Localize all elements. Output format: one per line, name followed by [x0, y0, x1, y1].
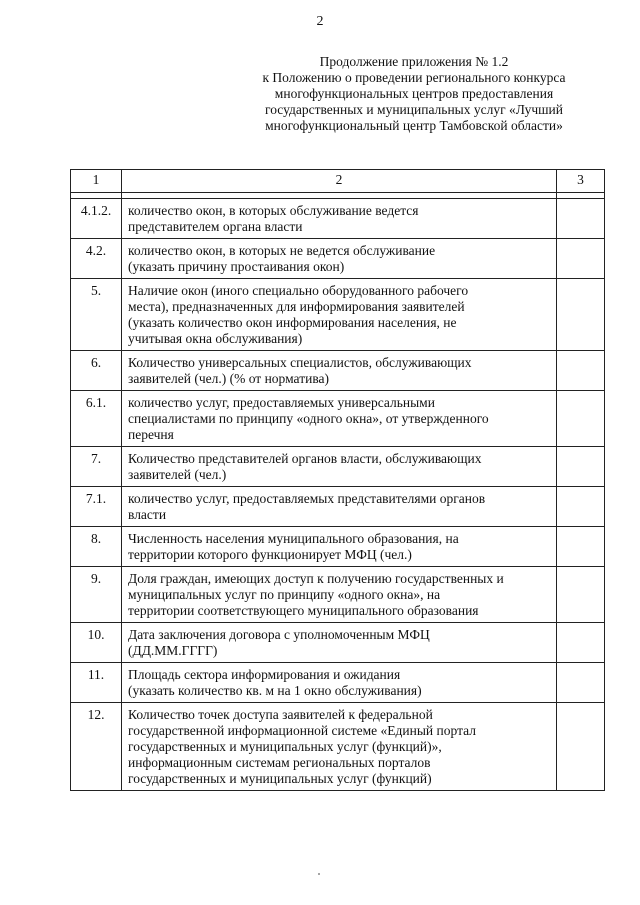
appendix-header-line: многофункциональных центров предоставления	[274, 86, 554, 101]
indicator-line: территории которого функционирует МФЦ (чел.)	[128, 547, 412, 562]
indicator-line: места), предназначенных для информирования заявителей	[128, 299, 465, 314]
table-row	[71, 663, 605, 703]
row-number: 6.1.	[71, 391, 122, 447]
table-row	[71, 239, 605, 279]
indicator-line: специалистами по принципу «одного окна», от утвержденного	[128, 411, 489, 426]
appendix-header-line: государственных и муниципальных услуг «Лучший	[265, 102, 563, 117]
indicator-line: Наличие окон (иного специально оборудованного рабочего	[128, 283, 469, 298]
row-number: 10.	[71, 623, 122, 663]
column-header-value: 3	[557, 170, 605, 193]
indicator-line: количество окон, в которых обслуживание ведется	[128, 203, 419, 218]
appendix-header-line: многофункциональный центр Тамбовской области»	[265, 118, 563, 133]
row-number: 12.	[71, 703, 122, 791]
table-header-row	[71, 170, 605, 193]
appendix-header	[226, 54, 602, 134]
indicator-line: Доля граждан, имеющих доступ к получению государственных и	[128, 571, 504, 586]
table-row	[71, 447, 605, 487]
table-row	[71, 527, 605, 567]
table-row	[71, 199, 605, 239]
indicator-line: (указать количество окон информирования населения, не	[128, 315, 457, 330]
indicator-line: Площадь сектора информирования и ожидания	[128, 667, 401, 682]
row-value-cell[interactable]	[557, 351, 605, 391]
row-indicator	[122, 527, 557, 567]
row-value-cell[interactable]	[557, 527, 605, 567]
table-row	[71, 351, 605, 391]
appendix-header-line: к Положению о проведении регионального конкурса	[262, 70, 566, 85]
indicator-line: количество услуг, предоставляемых универсальными	[128, 395, 435, 410]
row-value-cell[interactable]	[557, 703, 605, 791]
indicator-line: Численность населения муниципального образования, на	[128, 531, 459, 546]
indicator-line: Количество точек доступа заявителей к федеральной	[128, 707, 433, 722]
row-value-cell[interactable]	[557, 279, 605, 351]
table-row	[71, 391, 605, 447]
row-value-cell[interactable]	[557, 391, 605, 447]
table-row	[71, 279, 605, 351]
row-value-cell[interactable]	[557, 239, 605, 279]
row-indicator	[122, 703, 557, 791]
row-number: 9.	[71, 567, 122, 623]
table-row	[71, 487, 605, 527]
indicator-line: Количество представителей органов власти, обслуживающих	[128, 451, 482, 466]
indicator-line: информационным системам региональных порталов	[128, 755, 431, 770]
row-value-cell[interactable]	[557, 663, 605, 703]
row-indicator	[122, 239, 557, 279]
row-value-cell[interactable]	[557, 199, 605, 239]
row-number: 4.2.	[71, 239, 122, 279]
row-indicator	[122, 567, 557, 623]
row-indicator	[122, 391, 557, 447]
row-number: 4.1.2.	[71, 199, 122, 239]
indicator-line: перечня	[128, 427, 174, 442]
table-row	[71, 703, 605, 791]
scan-speck	[318, 873, 320, 875]
indicator-line: количество услуг, предоставляемых представителями органов	[128, 491, 486, 506]
row-value-cell[interactable]	[557, 487, 605, 527]
indicator-line: заявителей (чел.)	[128, 467, 227, 482]
indicator-line: Дата заключения договора с уполномоченным МФЦ	[128, 627, 430, 642]
row-indicator	[122, 279, 557, 351]
row-number: 8.	[71, 527, 122, 567]
indicator-line: представителем органа власти	[128, 219, 303, 234]
indicator-line: власти	[128, 507, 167, 522]
indicator-line: (указать количество кв. м на 1 окно обслуживания)	[128, 683, 422, 698]
row-indicator	[122, 623, 557, 663]
column-header-number: 1	[71, 170, 122, 193]
row-indicator	[122, 447, 557, 487]
row-value-cell[interactable]	[557, 623, 605, 663]
indicator-line: (ДД.ММ.ГГГГ)	[128, 643, 218, 658]
indicator-line: Количество универсальных специалистов, обслуживающих	[128, 355, 472, 370]
row-number: 11.	[71, 663, 122, 703]
row-number: 7.1.	[71, 487, 122, 527]
indicator-line: (указать причину простаивания окон)	[128, 259, 345, 274]
row-number: 5.	[71, 279, 122, 351]
table-row	[71, 623, 605, 663]
row-number: 7.	[71, 447, 122, 487]
indicator-line: муниципальных услуг по принципу «одного окна», на	[128, 587, 441, 602]
indicator-line: учитывая окна обслуживания)	[128, 331, 303, 346]
row-value-cell[interactable]	[557, 567, 605, 623]
indicator-line: государственных и муниципальных услуг (функций)»,	[128, 739, 442, 754]
criteria-table	[70, 169, 605, 791]
indicator-line: количество окон, в которых не ведется обслуживание	[128, 243, 436, 258]
table-row	[71, 567, 605, 623]
appendix-header-line: Продолжение приложения № 1.2	[319, 54, 509, 69]
column-header-indicator: 2	[122, 170, 557, 193]
page-number: 2	[316, 14, 324, 29]
row-indicator	[122, 351, 557, 391]
indicator-line: заявителей (чел.) (% от норматива)	[128, 371, 329, 386]
indicator-line: государственной информационной системе «Единый портал	[128, 723, 476, 738]
row-indicator	[122, 663, 557, 703]
indicator-line: территории соответствующего муниципального образования	[128, 603, 479, 618]
row-indicator	[122, 199, 557, 239]
row-indicator	[122, 487, 557, 527]
row-value-cell[interactable]	[557, 447, 605, 487]
indicator-line: государственных и муниципальных услуг (функций)	[128, 771, 432, 786]
row-number: 6.	[71, 351, 122, 391]
